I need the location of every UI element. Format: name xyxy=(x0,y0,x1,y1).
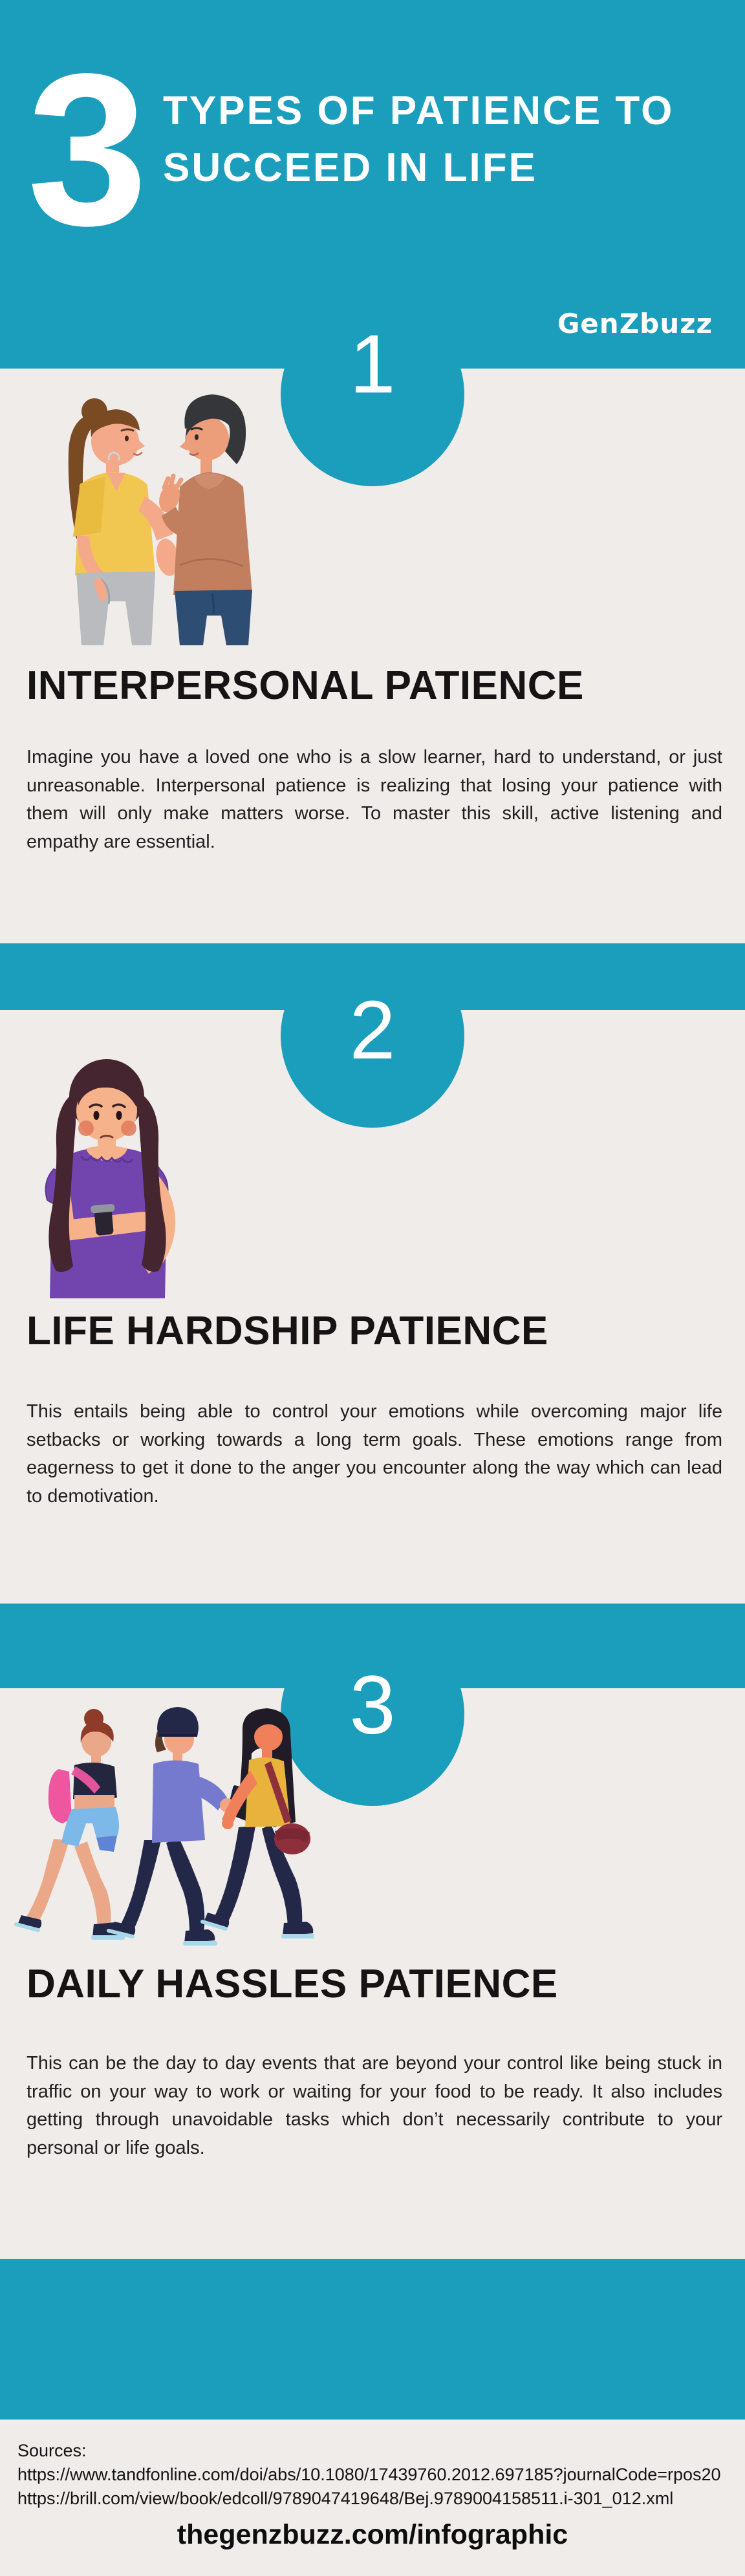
woman-checking-watch-illustration xyxy=(16,1046,204,1298)
section-3-heading: DAILY HASSLES PATIENCE xyxy=(27,1962,558,2006)
source-url-2: https://brill.com/view/book/edcoll/9789047419648/Bej.9789004158511.i-301_012.xml xyxy=(17,2489,674,2508)
source-url-1: https://www.tandfonline.com/doi/abs/10.1080/17439760.2012.697185?journalCode=rpos20 xyxy=(17,2465,721,2484)
site-link: thegenzbuzz.com/infographic xyxy=(177,2519,568,2550)
section-3-body: This can be the day to day events that are beyond your control like being stuck in traffic on your way to work or waiting for your food to be ready. It also includes getting through unavoidable tasks which don’t necessarily contribute to your personal or life goals. xyxy=(27,2053,722,2158)
brand-logo: GenZbuzz xyxy=(557,308,713,339)
header-big-count: 3 xyxy=(27,28,146,270)
page-title xyxy=(163,83,674,197)
section-2-number: 2 xyxy=(349,984,396,1077)
section-1-number: 1 xyxy=(349,318,396,411)
page-title-line-2: SUCCEED IN LIFE xyxy=(163,145,537,190)
three-people-walking-illustration xyxy=(10,1699,314,1964)
sources-block xyxy=(17,2439,742,2511)
man-figure xyxy=(156,394,252,645)
section-2-body: This entails being able to control your emotions while overcoming major life setbacks or working towards a long term goals. These emotions range from eagerness to get it done to the anger you encounter along the way which can lead to demotivation. xyxy=(27,1401,722,1507)
section-2-heading: LIFE HARDSHIP PATIENCE xyxy=(27,1309,548,1353)
footer-band xyxy=(0,2259,745,2420)
section-1-body: Imagine you have a loved one who is a slow learner, hard to understand, or just unreasonable. Interpersonal patience is realizing that losing your patience with them will only make matters worse. To master this skill, active listening and empathy are essential. xyxy=(27,747,722,852)
sources-label: Sources: xyxy=(17,2441,87,2460)
woman-watch-figure xyxy=(46,1059,176,1298)
walker-woman-backpack xyxy=(16,1709,125,1940)
section-3-number: 3 xyxy=(349,1659,396,1752)
page-title-line-1: TYPES OF PATIENCE TO xyxy=(163,89,675,133)
section-1-heading: INTERPERSONAL PATIENCE xyxy=(27,663,584,708)
two-people-talking-illustration xyxy=(18,374,264,645)
